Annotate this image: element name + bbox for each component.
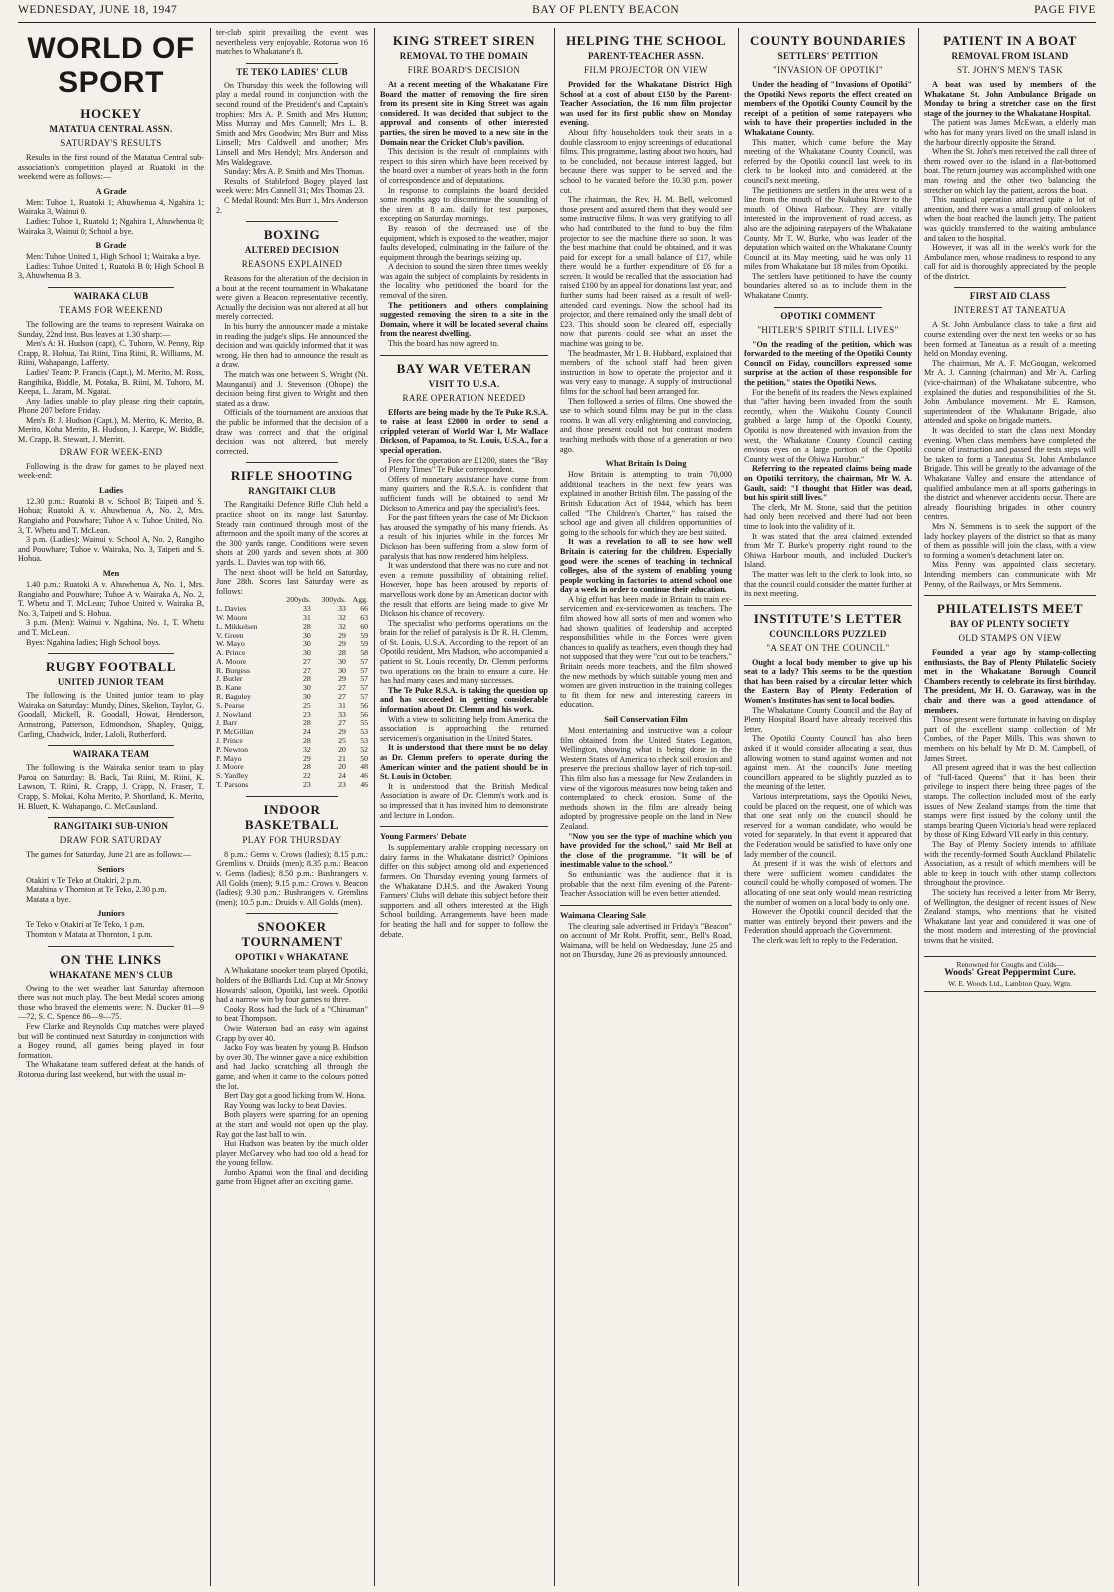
grade-heading: A Grade: [95, 185, 127, 196]
divider: [246, 796, 338, 797]
paragraph: The petitioners are settlers in the area west of a line from the mouth of the Nukuhou River to the mouth of Ohiwa Harbour. They are vitally interested in the improvement of road access, as also are the adjoining ratepayers of the Whakatane County. Mr T. W. Burke, who was leader of the deputation which waited on the Whakatane County Council at its May meeting, said he was only 11 miles from Whakatane but 18 miles from Opotiki.: [744, 185, 912, 272]
paragraph: So enthusiastic was the audience that it is probable that the next film evening of the Parent-Teacher Association will be even better attended.: [560, 869, 732, 899]
paragraph: How Britain is attempting to train 70,000 additional teachers in the next few years was explained in another British film. The passing of the British Education Act of 1944, which has been called "The Children's Charter," has raised the school age and given all children opportunities of going to the schools for which they are best suited.: [560, 470, 732, 537]
table-cell: V. Green: [216, 630, 244, 640]
divider: [246, 462, 338, 463]
paragraph: Few Clarke and Reynolds Cup matches were played but will be continued next Saturday in conjunction with a Bogey round, all games being played in four formation.: [18, 1022, 204, 1060]
paragraph: For the benefit of its readers the News explained that "after having been invaded from the south recently, when the Waikohu County Council grabbed a large lump of the Opotiki County, Opotiki is now threatened with invasion from the west, the Whakatane County Council casting envious eyes on a large portion of the Opotiki County west of the Ohiwa Harobur.": [744, 387, 912, 464]
table-cell: 20: [338, 744, 346, 754]
subheadline: REMOVAL FROM ISLAND: [951, 51, 1069, 61]
paragraph: Mrs N. Semmens is to seek the support of the lady hockey players of the district so that as many of them as possible will join the class, with a view to forming a women's detachment later on.: [924, 521, 1096, 560]
table-cell: 55: [360, 718, 368, 728]
table-cell: 30: [338, 665, 346, 675]
table-cell: 59: [360, 639, 368, 649]
headline: ON THE LINKS: [60, 951, 162, 967]
paragraph: Offers of monetary assistance have come from many quarters and the R.S.A. is confident that sufficient funds will be obtained to send Mr Dickson to America and pay the specialist's fees.: [380, 474, 548, 513]
paragraph: The following are the teams to represent Wairaka on Sunday, 22nd inst. Bus leaves at 1.30 sharp:—: [18, 319, 204, 339]
paragraph: The games for Saturday, June 21 are as follows:—: [26, 850, 192, 860]
paragraph: It is understood that the British Medical Association is aware of Dr. Clemm's work and is so impressed that it has invited him to demonstrate and lecture in London.: [380, 781, 548, 820]
divider: [48, 653, 174, 654]
paragraph: Hui Hudson was beaten by the much older player McGarvey who had too old a head for the young fellow.: [216, 1139, 368, 1168]
table-cell: R. Baguley: [216, 692, 252, 702]
paragraph: Results in the first round of the Matatua Central sub-association's competition played at Ruatoki in the weekend were as follows:—: [18, 153, 204, 182]
table-cell: 29: [338, 674, 346, 684]
ad-title: Woods' Great Peppermint Cure.: [944, 968, 1076, 979]
table-cell: 27: [338, 692, 346, 702]
paragraph: Is supplementary arable cropping necessary on dairy farms in the Whakatane district? Opinions differ on this subject among old and experienced farmers. On Thursday evening young farmers of the Whakatane D.H.S. and the Awakeri Young Farmers' Clubs will debate this subject before their supporters and all others interested at the High School building. Arrangements have been made for heating the hall and for supper to follow the debate.: [380, 843, 548, 939]
subheadline: TEAMS FOR WEEKEND: [59, 304, 163, 315]
table-cell: 28: [302, 736, 311, 746]
headline: Waimana Clearing Sale: [560, 909, 646, 920]
paragraph: Referring to the repeated claims being made on Opotiki territory, the chairman, Mr W. A. Gault, said: "I thought that Hitler was dead, but his spirit still lives.": [744, 464, 912, 503]
column-rule: [374, 28, 375, 1586]
ad-tagline: Renowned for Coughs and Colds—: [956, 959, 1064, 969]
table-cell: 46: [360, 771, 368, 781]
paragraph: Results of Stableford Bogey played last week were: Mrs Cannell 31; Mrs Thomas 23.: [216, 176, 368, 196]
issue-date: WEDNESDAY, JUNE 18, 1947: [18, 4, 178, 16]
paragraph: "Now you see the type of machine which you have provided for the school," said Mr Bell at the close of the programme. "It will be of inestimable value to the school.": [560, 831, 732, 870]
paragraph: Officials of the tournament are anxious that the public be informed that the decision of a draw was correct and that the original decision was not altered, but merely corrected.: [216, 408, 368, 456]
table-cell: 31: [302, 612, 311, 622]
table-row: [216, 781, 368, 790]
paragraph: The Opotiki County Council has also been asked if it would consider allocating a seat, thus allowing women to stand against women and not against men. At the council's June meeting councillors appeared to be slightly puzzled as to the meaning of the letter.: [744, 734, 912, 792]
lead-paragraph: "On the reading of the petition, which was forwarded to the meeting of the Opotiki County Council on Fiday, councillors expressed some surprise at the action of those responsible for the petition," states the Opotiki News.: [744, 339, 912, 388]
divider: [48, 287, 174, 288]
paragraph: When the St. John's men received the call three of them rowed over to the island in a flat-bottomed boat. The return journey was accomplished with one man rowing and the other two balancing the stretcher on which lay the patient, across the boat.: [924, 147, 1096, 195]
table-cell: 29: [302, 753, 311, 763]
column-rule: [554, 28, 555, 1586]
column-1: [18, 28, 204, 1586]
table-cell: 57: [360, 692, 368, 702]
headline: SNOOKER TOURNAMENT: [241, 919, 343, 950]
table-cell: 33: [302, 604, 311, 614]
subheadline: PARENT-TEACHER ASSN.: [587, 51, 705, 61]
table-cell: 20: [338, 762, 346, 772]
paragraph: Ladies' Team: P. Francis (Capt.), M. Merito, M. Ross, Rangihika, Biddle, M. Potaka, B. Riini, M. Tuhoro, M. Keepa, L. Jaram, M. Ngatai.: [18, 367, 204, 397]
paragraph: The Whakatane team suffered defeat at the hands of Rotorua during last weekend, but with the usual in-: [18, 1060, 204, 1079]
paragraph: It was a revelation to all to see how well Britain is catering for the children. Especially good were the scenes of teaching in technical colleges, also of the system of enabling young people working in factories to attend school one day a week in order to continue their education.: [560, 537, 732, 595]
subheadline: PLAY FOR THURSDAY: [242, 834, 342, 845]
headline: RIFLE SHOOTING: [230, 468, 354, 484]
subheadline: DRAW FOR WEEK-END: [59, 446, 163, 457]
paragraph: Ray Young was lucky to beat Davies.: [224, 1100, 347, 1110]
table-cell: 24: [338, 771, 346, 781]
paragraph: 12.30 p.m.: Ruatoki B v. School B; Taipeti and S. Hohua; Ruatoki A v. Ahuwhenua A, No. 2, Mrs. Rangiaho and Pouwhare; Tuhoe A v. Tuhoe United, No. 3, T. Whetu and T. McLean.: [18, 496, 204, 535]
paragraph: In response to complaints the board decided some months ago to discontinue the sounding of the siren at 8 a.m. daily for test purposes, excepting on Saturday mornings.: [380, 185, 548, 224]
paragraph: The next shoot will be held on Saturday, June 28th. Scores last Saturday were as follows:: [216, 567, 368, 596]
paragraph: The Whakatane County Council and the Bay of Plenty Hospital Board have already received this letter.: [744, 705, 912, 734]
table-cell: 25: [302, 700, 311, 710]
paragraph: The clerk, Mr M. Stone, said that the petition had only been received and there had not been time to look into the validity of it.: [744, 502, 912, 531]
paragraph: A St. John Ambulance class to take a first aid course extending over the next ten weeks or so has been formed at Taneatua as a result of a meeting held on Monday evening.: [924, 320, 1096, 359]
table-cell: 27: [302, 656, 311, 666]
paragraph: However the Opotiki council decided that the matter was entirely beyond their powers and the Federation should approach the Government.: [744, 907, 912, 936]
divider: [774, 307, 882, 308]
paragraph: Fees for the operation are £1200, states the "Bay of Plenty Times" Te Puke correspondent.: [380, 455, 548, 475]
paragraph: This matter, which came before the May meeting of the Whakatane County Council, was referred by the Opotiki council last week to its clerk to be looked into and considered at the council's next meeting.: [744, 137, 912, 185]
paragraph: C Medal Round: Mrs Burr 1, Mrs Anderson 2.: [216, 195, 368, 215]
paragraph: 1.40 p.m.: Ruatoki A v. Ahuwhenua A, No. 1, Mrs. Rangiaho and Pouwhare; Tuhoe A v. Wairaka A, No. 2, T. Whetu and T. McLean; Tuhoe United v. Wairaka B, No. 3, Taipeti and S. Hohua.: [18, 580, 204, 618]
paragraph: Owie Waterson had an easy win against Crapp by over 40.: [216, 1023, 368, 1043]
table-cell: 30: [338, 656, 346, 666]
subheadline: WHAKATANE MEN'S CLUB: [49, 969, 173, 980]
table-cell: P. Newton: [216, 744, 249, 754]
table-cell: 57: [360, 656, 368, 666]
table-cell: J. Prince: [216, 736, 243, 746]
column-3: [380, 28, 548, 1586]
paragraph: Reasons for the alteration of the decision in a bout at the recent tournament in Whakatane were given a Beacon representative recently. Actually the decision was not altered at all but merely corrected.: [216, 274, 368, 322]
paragraph: A Whakatane snooker team played Opotiki, holders of the Billiards Ltd. Cup at Mr Snowy Howards' saloon, Opotiki, last week. Opotiki had a narrow win by four games to three.: [216, 966, 368, 1005]
table-cell: 21: [338, 753, 346, 763]
divider: [380, 355, 548, 356]
subheadline: VISIT TO U.S.A.: [428, 378, 500, 389]
grade-heading: Juniors: [97, 908, 125, 919]
paragraph: Any ladies unable to play please ring their captain, Phone 207 before Friday.: [18, 396, 204, 416]
table-cell: 33: [338, 709, 346, 719]
page-number: PAGE FIVE: [1034, 4, 1096, 16]
paragraph: The chairman, Mr A. F. McGougan, welcomed Mr A. J. Canning (chairman) and Mr A. Carling (vice-chairman) of the Whakatane subcentre, who explained the duties and responsibilities of the St. John Ambulance movement. Mr E. Ramson, superintendent of the Whakatane Brigade, also attended and spoke on brigade matters.: [924, 358, 1096, 426]
subheadline: SETTLERS' PETITION: [777, 51, 879, 61]
table-header-cell: Agg.: [352, 595, 368, 605]
table-cell: P. Mayo: [216, 753, 242, 763]
paragraph: By reason of the decreased use of the equipment, which is exposed to the weather, major faults developed, culminating in the failure of the equipment through the bearings seizing up.: [380, 223, 548, 262]
headline: WAIRAKA TEAM: [72, 749, 150, 760]
table-cell: 46: [360, 780, 368, 790]
section-banner: WORLD OF SPORT: [27, 32, 195, 99]
paragraph: Those present were fortunate in having on display part of the excellent stamp collection of Mr Combes, of the Paper Mills. This was shown to members on his behalf by Mr D. M. Campbell, of James Street.: [924, 715, 1096, 763]
headline: RUGBY FOOTBALL: [45, 659, 177, 675]
paragraph: Owing to the wet weather last Saturday afternoon there was not much play. The best Medal scores among those who braved the elements were: N. Ducker 81—9—72, S. C. Spence 86—9—75.: [18, 983, 204, 1022]
table-cell: 28: [302, 621, 311, 631]
grade-heading: Ladies: [98, 484, 124, 495]
grade-heading: B Grade: [95, 240, 127, 251]
subheadline: UNITED JUNIOR TEAM: [57, 677, 165, 688]
paragraph: Men's A: H. Hudson (capt), C. Tuhoro, W. Penny, Rip Crapp, R. Hohua, Tai Riini, Tina Riini, R. Williams, M. Riini, Wahapango, Lafferty.: [18, 339, 204, 368]
table-cell: 30: [302, 630, 311, 640]
table-cell: 56: [360, 709, 368, 719]
subheadline: REASONS EXPLAINED: [241, 259, 343, 270]
subheadline: BAY OF PLENTY SOCIETY: [950, 619, 1070, 630]
headline: COUNTY BOUNDARIES: [750, 33, 906, 48]
paragraph: 3 p.m. (Men): Wainui v. Ngahina, No. 1, T. Whetu and T. McLean.: [18, 618, 204, 637]
divider: [954, 287, 1066, 288]
paragraph: It was decided to start the class next Monday evening. When class members have completed the course of instruction and passed the tests steps will be taken to form a Taneatua St. John Ambulance Brigade. This will be greatly to the advantage of the Whakatane Valley and ensure the attendance of qualified ambulance men at all sports gatherings in the district and whenever accidents occur. There are already flourishing brigades in other country centres.: [924, 426, 1096, 522]
rifle-scores-table: [216, 596, 368, 790]
headline: TE TEKO LADIES' CLUB: [236, 66, 348, 77]
table-cell: 53: [360, 736, 368, 746]
table-cell: 29: [338, 639, 346, 649]
paragraph: At present if it was the wish of electors and there were sufficient women candidates the council could be wholly composed of women. The allocating of one seat only would mean restricting the number of women on a local body to only one.: [744, 859, 912, 907]
table-cell: 28: [302, 674, 311, 684]
paragraph: The clerk was left to reply to the Federation.: [752, 935, 898, 945]
divider: [924, 595, 1096, 596]
subheadline: "HITLER'S SPIRIT STILL LIVES": [757, 324, 899, 335]
subheadline: OPOTIKI v WHAKATANE: [235, 952, 349, 963]
divider: [246, 63, 338, 64]
table-cell: 56: [360, 700, 368, 710]
table-cell: 28: [302, 762, 311, 772]
paragraph: Following is the draw for games to be played next week-end:: [18, 461, 204, 481]
subheadline: Soil Conservation Film: [604, 714, 688, 724]
paragraph: Matata a bye.: [26, 894, 71, 904]
table-cell: J. Nowland: [216, 709, 252, 719]
paragraph: In his hurry the announcer made a mistake in reading the judge's slips. He announced the decision and was quickly informed that it was wrong. He then had to announce the result as a draw.: [216, 322, 368, 370]
table-cell: J. Butler: [216, 674, 243, 684]
paragraph: 3 p.m. (Ladies): Wainui v. School A, No. 2, Rangiho and Pouwhare; Tuhoe v. Wairaka, No. 3, Taipeti and S. Hohua.: [18, 535, 204, 564]
table-cell: 30: [302, 692, 311, 702]
masthead: [18, 4, 1096, 23]
headline: PHILATELISTS MEET: [936, 601, 1084, 617]
table-cell: 23: [302, 780, 311, 790]
paragraph: A big effort has been made in Britain to train ex-servicemen and ex-servicewomen as teachers. The film showed how all sorts of men and women who had shown qualities of leadership and accepted responsibilities while in the Forces were given chances to qualify as teachers, even though they had not supposed that they were "cut out to be teachers." Britain needs more teachers, and the film showed the new methods by which suitable young men and women are given instruction in the training colleges to fit them for new and interesting careers in education.: [560, 594, 732, 710]
subheadline: ALTERED DECISION: [244, 245, 340, 256]
paragraph: The Te Puke R.S.A. is taking the question up and has succeeded in getting considerable information about Dr. Clemm and his work.: [380, 685, 548, 715]
paragraph: It was stated that the area claimed extended from Mr T. Burke's property right round to the Ohiwa Harbour mouth, and included Ducker's Island.: [744, 531, 912, 570]
paragraph: About fifty householders took their seats in a double classroom to enjoy screenings of educational films. This programme, lasting about two hours, had to be concluded, not because interest lagged, but because there was supper to be served and the school to be vacated before the 10.30 p.m. power cut.: [560, 127, 732, 195]
headline: Young Farmers' Debate: [380, 831, 467, 842]
table-cell: J. Moore: [216, 762, 244, 772]
paragraph: The patient was James McEwan, a elderly man who has for many years lived on the small island in the harbour directly opposite the Strand.: [924, 118, 1096, 147]
headline: BAY WAR VETERAN: [396, 360, 532, 376]
table-cell: 57: [360, 665, 368, 675]
paragraph: Men: Tuhoe 1, Ruatoki 1; Ahuwhenua 4, Ngahira 1; Wairaka 3, Wainui 0.: [18, 197, 204, 217]
paragraph: All present agreed that it was the best collection of "full-faced Queens" that it has been their privilege to inspect there being three pages of the stamps. The collection included most of the early issues of New Zealand stamps from the time that stamps were first issued by the colony until the stamps bearing Queen Victoria's head were replaced by those of King Edward VII early in this century.: [924, 763, 1096, 840]
divider: [380, 826, 548, 827]
divider: [48, 745, 174, 746]
paragraph: The settlers have petitioned to have the county boundaries altered so as to include them in the Whakatane County.: [744, 271, 912, 301]
paragraph: Ladies: Tuhoe 1, Ruatoki 1; Ngahira 1, Ahuwhenua 0; Wairaka 3, Wainui 0; School a bye.: [18, 216, 204, 236]
subheadline: "A SEAT ON THE COUNCIL": [766, 642, 890, 653]
column-2: [216, 28, 368, 1586]
paragraph: The clearing sale advertised in Friday's "Beacon" on account of Mr Robt. Proffit, senr., Bell's Road, Waimana, will be held on Wednesday, June 25 and not on Thursday, June 26 as previously announced.: [560, 921, 732, 960]
paragraph: Various interpretations, says the Opotiki News, could be placed on the request, one of which was that one seat only on the council should be reserved for a woman candidate, who would be voted for separately. In that event it appeared that the Federation would be satisfied to have only one lady member of the council.: [744, 792, 912, 859]
table-cell: 25: [338, 736, 346, 746]
lead-paragraph: Founded a year ago by stamp-collecting enthusiasts, the Bay of Plenty Philatelic Society met in the Whakatane Borough Council Chambers recently to celebrate its first birthday. The president, Mr H. O. Garaway, was in the chair and there was a good attendance of members.: [924, 648, 1096, 715]
subheadline: MATATUA CENTRAL ASSN.: [49, 124, 173, 134]
table-cell: 52: [360, 744, 368, 754]
paragraph: With a view to soliciting help from America the association is approaching the returned servicemen's organisation in the United States.: [380, 714, 548, 743]
column-rule: [738, 28, 739, 1586]
table-cell: A. Prince: [216, 648, 246, 658]
headline: HELPING THE SCHOOL: [565, 33, 727, 48]
paragraph: The match was one between S. Wright (Nt. Maunganui) and J. Stevenson (Ohope) the decision being first given to Wright and then stated as a draw.: [216, 370, 368, 408]
lead-paragraph: A boat was used by members of the Whakatane St. John Ambulance Brigade on Monday to bring a stretcher case on the first stage of the journey to the Whakatane Hospital.: [924, 80, 1096, 118]
table-cell: 60: [360, 621, 368, 631]
table-cell: 53: [360, 727, 368, 737]
paragraph: Men's B: J. Hudson (Capt.), M. Merito, K. Merito, B. Merito, Koha Merito, B. Hudson, J. Karepe, W. Biddle, M. Crapp, B. Stewart, J. Merritt.: [18, 415, 204, 445]
table-cell: 31: [338, 700, 346, 710]
table-cell: 57: [360, 674, 368, 684]
paragraph: For the past fifteen years the case of Mr Dickson has aroused the sympathy of his many friends. As a result of his injuries while in the forces Mr Dickson has been suffering from a slow form of paralysis that has now rendered him helpless.: [380, 513, 548, 561]
table-cell: 23: [302, 709, 311, 719]
subheadline: "INVASION OF OPOTIKI": [772, 65, 884, 75]
subheadline: RANGITAIKI CLUB: [248, 486, 336, 497]
paragraph: ter-club spirit prevailing the event was nevertheless very enjoyable. Rotorua won 16 matches to Whakatane's 8.: [216, 28, 368, 57]
table-header-cell: 200yds.: [286, 595, 311, 605]
table-cell: 50: [360, 753, 368, 763]
table-cell: S. Pearse: [216, 700, 245, 710]
table-cell: 57: [360, 683, 368, 693]
paragraph: The matter was left to the clerk to look into, so that the council could consider the matter further at its next meeting.: [744, 569, 912, 599]
table-cell: 30: [302, 639, 311, 649]
column-4: [560, 28, 732, 1586]
table-cell: 29: [338, 630, 346, 640]
table-cell: 32: [302, 744, 311, 754]
column-5: [744, 28, 912, 1586]
subheadline: ST. JOHN'S MEN'S TASK: [956, 65, 1064, 75]
table-cell: 66: [360, 604, 368, 614]
grade-heading: Seniors: [97, 863, 125, 874]
table-cell: 32: [338, 612, 346, 622]
paragraph: 8 p.m.: Gems v. Crows (ladies); 8.15 p.m.: Gremlins v. Druids (men); 8.35 p.m.: Beacon v. Gems (ladies); 8.50 p.m.: Bushrangers v. All Golds (men); 9.15 p.m.: Crows v. Beacon (ladies); 9.30 p.m.: Bushrangers v. Gremlins (men); 10.5 p.m.: Druids v. All Golds (men).: [216, 849, 368, 907]
table-cell: L. Mikkelsen: [216, 621, 258, 631]
paragraph: This nautical operation attracted quite a lot of attention, and there was a small group of onlookers when the boat reached the launch jetty. The patient was quickly transferred to the waiting ambulance and taken to the hospital.: [924, 195, 1096, 243]
table-cell: W. Moore: [216, 612, 248, 622]
lead-paragraph: At a recent meeting of the Whakatane Fire Board the matter of removing the fire siren from its present site in King Street was again considered. It was decided that subject to the approval and consents of other interested parties, the siren be moved to a new site in the Domain near the Cricket Club's pavilion.: [380, 80, 548, 147]
paragraph: Both players were sparring for an opening at the start and would not open up the play. Ray got the last ball to win.: [216, 1110, 368, 1139]
subheadline: FILM PROJECTOR ON VIEW: [584, 65, 708, 75]
paragraph: The headmaster, Mr I. B. Hubbard, explained that members of the school staff had been given instruction in how to operate the projector and it was very easy to manage. A supply of instructional films for the school had been arranged for.: [560, 348, 732, 396]
paragraph: Men: Tuhoe United 1, High School 1; Wairaka a bye.: [26, 252, 201, 262]
paragraph: Miss Penny was appointed class secretary. Intending members can communicate with Mr Penny, of the Railways, or Mrs Semmens.: [924, 560, 1096, 589]
table-cell: 30: [302, 683, 311, 693]
headline: FIRST AID CLASS: [969, 291, 1051, 302]
table-cell: 28: [338, 648, 346, 658]
table-cell: 27: [302, 665, 311, 675]
table-cell: 59: [360, 630, 368, 640]
table-cell: W. Mayo: [216, 639, 245, 649]
table-cell: 23: [338, 780, 346, 790]
paragraph: Te Teko v Otakiri at Te Teko, 1 p.m.: [26, 920, 145, 930]
paragraph: The following is the United junior team to play Wairaka on Saturday: Mundy, Dines, Skelton, Taylor, G. Goodall, Mickell, R. Goodall, Howat, Henderson, Armstrong, Patterson, Edmondson, Shapley, Quigg, Carling, Chadwick, Inder, Laloli, Rutherford.: [18, 691, 204, 739]
table-cell: L. Davies: [216, 604, 247, 614]
headline: HOCKEY: [80, 106, 142, 121]
headline: RANGITAIKI SUB-UNION: [53, 821, 169, 832]
table-cell: 24: [302, 727, 311, 737]
paragraph: Matahina v Thornton at Te Teko, 2.30 p.m.: [26, 885, 167, 895]
divider: [48, 817, 174, 818]
table-cell: 33: [338, 604, 346, 614]
paragraph: The chairman, the Rev. H. M. Bell, welcomed those present and assured them that they would see some instructive films. It was very gratifying to all who had contributed to the fund to buy the film projector to see the machine there so soon. It was the best machine that could be obtained, and it was paid for except for a small balance of £17, while there would be a further expenditure of £6 for a screen. It would be recalled that the association had raised £100 by an appeal for donations last year, and further sums had been raised as a result of well-attended card evenings. Now the school had its projector, and there remained only the small debt of £23. This should soon be cleared off, especially now that parents could see what an asset the machine was going to be.: [560, 195, 732, 349]
table-cell: S. Yardley: [216, 771, 249, 781]
table-cell: 58: [360, 648, 368, 658]
table-cell: 28: [302, 718, 311, 728]
paragraph: Jumbo Apanui won the final and deciding game from Hignet after an exciting game.: [216, 1167, 368, 1187]
paragraph: The petitioners and others complaining suggested removing the siren to a site in the Domain, where it will be located several chains from the nearest dwelling.: [380, 300, 548, 339]
table-cell: P. McGillan: [216, 727, 254, 737]
paragraph: On Thursday this week the following will play a medal round in conjunction with the second round of the President's and Captain's trophies: Mrs A. P. Smith and Mrs Hutton; Miss Murray and Mrs Cannell; Mrs L. B. Smith and Mrs Goodwin; Mrs Burr and Miss Linsell; Mrs Caldwell and another; Mrs Linsell and Mrs Hendyl; Mrs Anderson and Mrs Waldegrave.: [216, 80, 368, 167]
paragraph: Jacko Foy was beaten by young B. Hudson by over 30. The winner gave a nice exhibition and had Jacko scratching all through the game, and when it came to the colours potted the lot.: [216, 1043, 368, 1091]
headline: INDOOR BASKETBALL: [244, 801, 340, 832]
lead-paragraph: Under the heading of "Invasions of Opotiki" the Opotiki News reports the effect created on members of the Opotiki County Council by the receipt of a petition of some ratepayers who wish to have their properties included in the Whakatane County.: [744, 80, 912, 137]
paragraph: This decision is the result of complaints with respect to this siren which have been received by the board over a number of years both in the form of correspondence and of deputations.: [380, 147, 548, 185]
table-cell: R. Burgess: [216, 665, 251, 675]
paragraph: The Bay of Plenty Society intends to affiliate with the recently-formed South Auckland Philatelic Association, as a result of which members will be able to keep in touch with other stamp collectors throughout the province.: [924, 839, 1096, 888]
table-cell: 27: [338, 718, 346, 728]
paragraph: Thornton v Matata at Thornton, 1 p.m.: [26, 930, 153, 940]
headline: INSTITUTE'S LETTER: [753, 610, 903, 626]
subheadline: RARE OPERATION NEEDED: [402, 392, 526, 403]
paragraph: A decision to sound the siren three times weekly was again the subject of complaints by residents in the locality who petitioned the board for the removal of the siren.: [380, 262, 548, 301]
table-cell: 63: [360, 612, 368, 622]
table-cell: 29: [338, 727, 346, 737]
subheadline: REMOVAL TO THE DOMAIN: [399, 51, 529, 61]
subheadline: INTEREST AT TANEATUA: [953, 305, 1067, 316]
paragraph: Ladies: Tuhoe United 1, Ruatoki B 0; High School B 3, Ahuwhenua B 3.: [18, 261, 204, 281]
headline: KING STREET SIREN: [392, 33, 536, 48]
column-6: [924, 28, 1096, 1586]
paragraph: This the board has now agreed to.: [388, 339, 499, 349]
table-cell: 30: [302, 648, 311, 658]
advertisement: [924, 956, 1096, 993]
table-cell: J. Barr: [216, 718, 237, 728]
table-header-cell: 300yds.: [321, 595, 346, 605]
table-cell: T. Parsons: [216, 780, 249, 790]
lead-paragraph: Provided for the Whakatane District High School at a cost of about £150 by the Parent-Teacher Association, the 16 mm film projector was used for its first public show on Monday evening.: [560, 80, 732, 128]
paragraph: Bert Day got a good licking from W. Hona.: [224, 1091, 366, 1101]
column-rule: [210, 28, 211, 1586]
paragraph: The following is the Wairaka senior team to play Paroa on Saturday: B. Back, Tai Riini, M. Riini, K. Lawson, T. Riini, R. Crapp, J. Crapp, N. Fraser, T. Crapp, S. Mokai, Koha Merito, P. Shortland, K. Merito, H. Bluett, K. Wahapango, C. McCausland.: [18, 763, 204, 811]
table-cell: 27: [338, 683, 346, 693]
table-cell: 32: [338, 621, 346, 631]
lead-paragraph: Efforts are being made by the Te Puke R.S.A. to raise at least £2000 in order to send a crippled veteran of World War I, Mr Wallace Dickson, of Papamoa, to St. Louis, U.S.A., for a special operation.: [380, 407, 548, 455]
paragraph: Otakiri v Te Teko at Otakiri, 2 p.m.: [26, 875, 142, 885]
paragraph: The Rangitaiki Defence Rifle Club held a practice shoot on its range last Saturday. Steady rain continued through most of the afternoon and the spoilt many of the scores at the 300 yards range. Conditions were seven shots at 200 yards and seven shots at 300 yards. L. Davies was top with 66.: [216, 500, 368, 567]
paragraph: The society has received a letter from Mr Berry, of Wellington, the designer of recent issues of New Zealand stamps, who mentions that he visited Whakatane last year and considered it was one of the most modern and interesting of the provincial towns that he visited.: [924, 887, 1096, 945]
table-cell: B. Kane: [216, 683, 242, 693]
paragraph: Then followed a series of films. One showed the use to which sound films may be put in the class rooms. It was all very enlightening and convincing, and those present could not but contrast modern teaching methods with those of a generation or two ago.: [560, 396, 732, 454]
grade-heading: Men: [102, 568, 120, 578]
table-cell: 48: [360, 762, 368, 772]
paragraph: Most entertaining and instructive was a colour film obtained from the United States Legation, Wellington, showing what is being done in the Western States of America to check soil erosion and preserve the precious shallow layer of rich top-soil. This film also has a message for New Zealanders in view of the vigorous measures now being taken and contemplated to check erosion. Some of the methods shown in the film are already being adopted by progressive people on the land in New Zealand.: [560, 726, 732, 831]
divider: [246, 913, 338, 914]
table-cell: A. Moore: [216, 656, 247, 666]
lead-paragraph: Ought a local body member to give up his seat to a lady? This seems to be the question that has been raised by a circular letter which the Eastern Bay of Plenty Federation of Women's Institutes has sent to local bodies.: [744, 657, 912, 706]
subheadline: FIRE BOARD'S DECISION: [407, 65, 521, 75]
headline: BOXING: [263, 227, 321, 243]
paragraph: Byes: Ngahina ladies; High School boys.: [26, 637, 161, 647]
paragraph: It was understood that there was no cure and not even a remote possibility of obtaining relief. However, hope has been aroused by reports of marvellous work done by an American doctor with the result that efforts are being made to give Mr Dickson his chance of recovery.: [380, 561, 548, 619]
paragraph: However, it was all in the week's work for the Ambulance men, whose readiness to respond to any call for aid is thoroughly appreciated by the people of the district.: [924, 243, 1096, 281]
subheadline: DRAW FOR SATURDAY: [59, 835, 163, 846]
subheadline: COUNCILLORS PUZZLED: [769, 628, 887, 639]
divider: [246, 221, 338, 222]
paragraph: Sunday: Mrs A. P. Smith and Mrs Thomas.: [224, 167, 365, 177]
table-cell: 22: [302, 771, 311, 781]
paper-name: BAY OF PLENTY BEACON: [532, 4, 680, 16]
subheadline: OLD STAMPS ON VIEW: [958, 633, 1062, 644]
headline: OPOTIKI COMMENT: [780, 310, 876, 321]
divider: [560, 905, 732, 906]
divider: [744, 605, 912, 606]
paragraph: The specialist who performs operations on the brain for the relief of paralysis is Dr R. H. Clemm, of St. Louis, U.S.A. According to the report of an Opotiki resident, Mrs Madson, who accompanied a patient to St. Louis recently, Dr. Clemm performs two operations on the brain to ensure a cure. He has had many cases and many successes.: [380, 618, 548, 686]
subheadline: What Britain Is Doing: [605, 458, 687, 469]
subheadline: SATURDAY'S RESULTS: [60, 138, 162, 148]
headline: WAIRAKA CLUB: [73, 290, 149, 301]
paragraph: It is understood that there must be no delay as Dr. Clemm prefers to operate during the American winter and the patient should be in St. Louis in October.: [380, 743, 548, 782]
divider: [48, 946, 174, 947]
ad-address: W. E. Woods Ltd., Lambton Quay, Wgtn.: [948, 978, 1072, 988]
column-rule: [918, 28, 919, 1586]
paragraph: Cooky Ross had the luck of a "Chinaman" to beat Thompson.: [216, 1004, 368, 1024]
headline: PATIENT IN A BOAT: [943, 33, 1077, 48]
